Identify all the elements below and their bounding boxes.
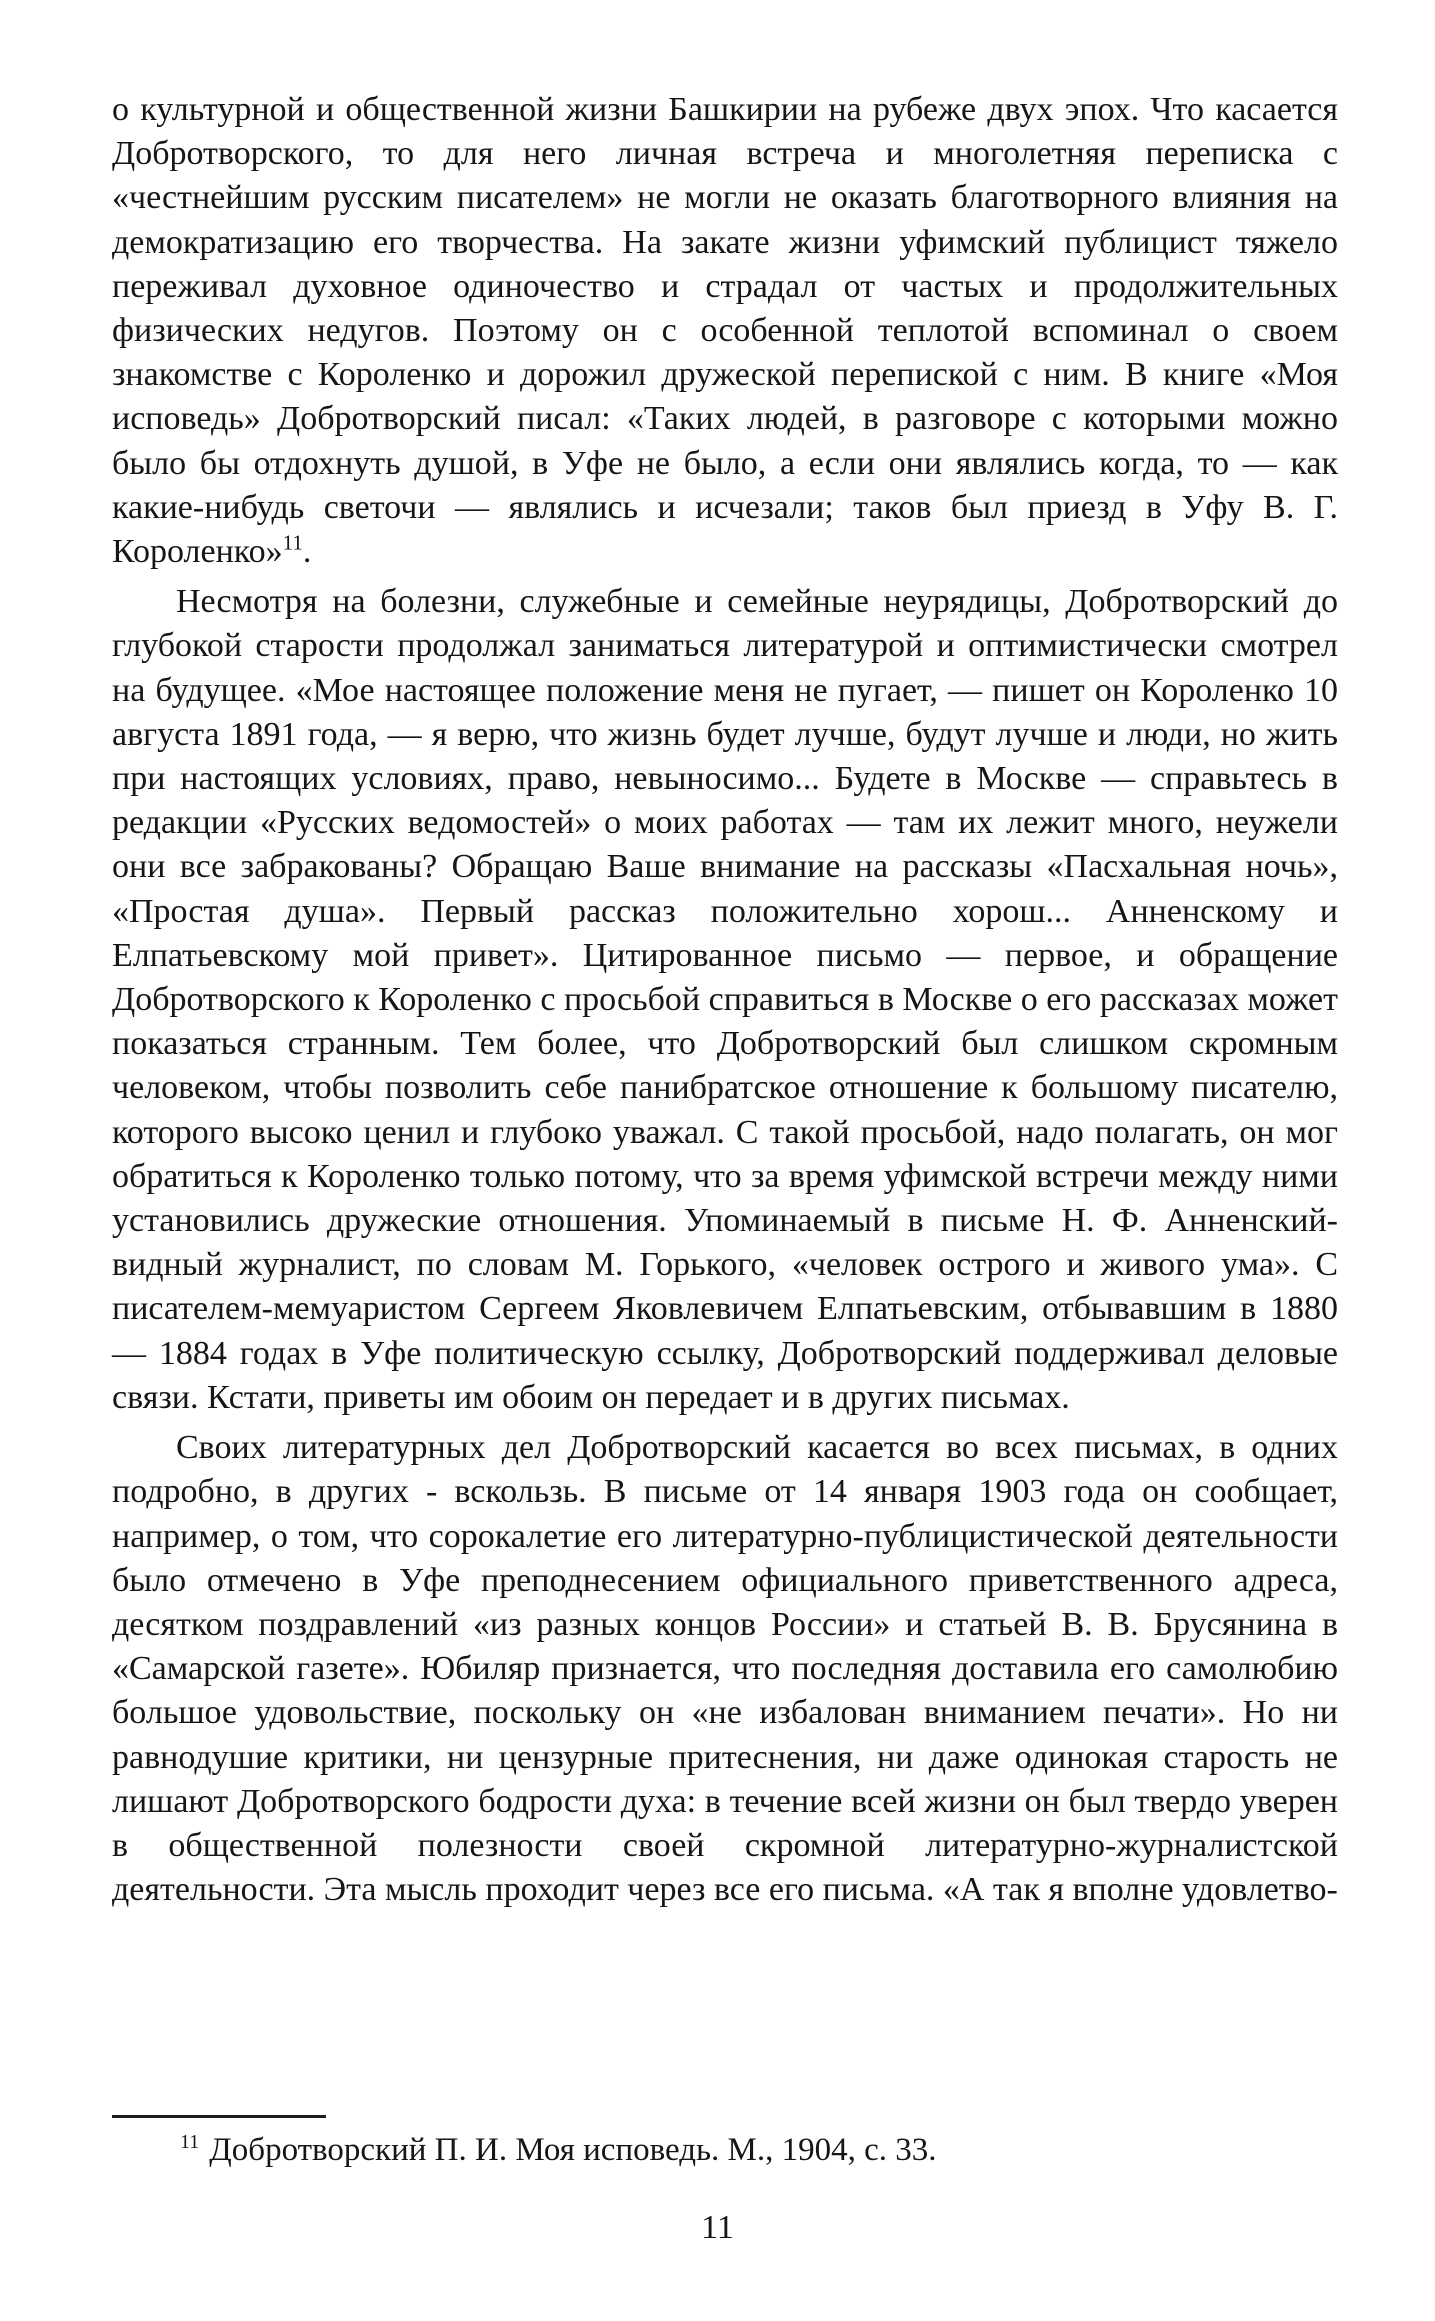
footnote-text: Добротворский П. И. Моя исповедь. М., 1904, с. 33. (209, 2132, 937, 2168)
paragraph-1-text: о культурной и общественной жизни Башкирии на рубеже двух эпох. Что касается Добротворского, то для него личная встреча и многолетняя переписка с «честнейшим русским писателем» не могли не оказать благотворного влияния на демократизацию его творчества. На закате жизни уфимский публицист тяжело переживал духовное одиночество и страдал от частых и продолжительных физических недугов. Поэтому он с особенной теплотой вспоминал о своем знакомстве с Короленко и дорожил дружеской перепиской с ним. В книге «Моя исповедь» Добротворский писал: «Таких людей, в разговоре с которыми можно было бы отдохнуть душой, в Уфе не было, а если они являлись когда, то — как какие-нибудь светочи — являлись и исчезали; таков был приезд в Уфу В. Г. Короленко» (112, 91, 1338, 571)
paragraph-1-tail: . (302, 533, 312, 571)
footnote-divider (112, 2115, 326, 2118)
page-number: 11 (701, 2209, 734, 2246)
footnote (180, 2130, 1280, 2170)
page-body (112, 88, 1338, 1912)
paragraph-2: Несмотря на болезни, служебные и семейные неурядицы, Добротворский до глубокой старости продолжал заниматься литературой и оптимистически смотрел на будущее. «Мое настоящее положение меня не пугает, — пишет он Короленко 10 августа 1891 года, — я верю, что жизнь будет лучше, будут лучше и люди, но жить при настоящих условиях, право, невыносимо... Будете в Москве — справьтесь в редакции «Русских ведомостей» о моих работах — там их лежит много, неужели они все забракованы? Обращаю Ваше внимание на рассказы «Пасхальная ночь», «Простая душа». Первый рассказ положительно хорош... Анненскому и Елпатьевскому мой привет». Цитированное письмо — первое, и обращение Добротворского к Короленко с просьбой справиться в Москве о его рассказах может показаться странным. Тем более, что Добротворский был слишком скромным человеком, чтобы позволить себе панибратское отношение к большому писателю, которого высоко ценил и глубоко уважал. С такой просьбой, надо полагать, он мог обратиться к Короленко только потому, что за время уфимской встречи между ними установились дружеские отношения. Упоминаемый в письме Н. Ф. Анненский-видный журналист, по словам М. Горького, «человек острого и живого ума». С писателем-мемуаристом Сергеем Яковлевичем Елпатьевским, отбывавшим в 1880 — 1884 годах в Уфе политическую ссылку, Добротворский поддерживал деловые связи. Кстати, приветы им обоим он передает и в других письмах. (112, 583, 1338, 1416)
footnote-reference[interactable]: 11 (282, 530, 303, 555)
paragraph-3: Своих литературных дел Добротворский касается во всех письмах, в одних подробно, в других - вскользь. В письме от 14 января 1903 года он сообщает, например, о том, что сорокалетие его литературно-публицистической деятельности было отмечено в Уфе преподнесением официального приветственного адреса, десятком поздравлений «из разных концов России» и статьей В. В. Брусянина в «Самарской газете». Юбиляр признается, что последняя доставила его самолюбию большое удовольствие, поскольку он «не избалован вниманием печати». Но ни равнодушие критики, ни цензурные притеснения, ни даже одинокая старость не лишают Добротворского бодрости духа: в течение всей жизни он был твердо уверен в общественной полезности своей скромной литературно-журналистской деятельности. Эта мысль проходит через все его письма. «А так я вполне удовлетво- (112, 1429, 1338, 1909)
footnote-marker: 11 (180, 2131, 200, 2153)
paragraph-1 (112, 88, 1338, 574)
